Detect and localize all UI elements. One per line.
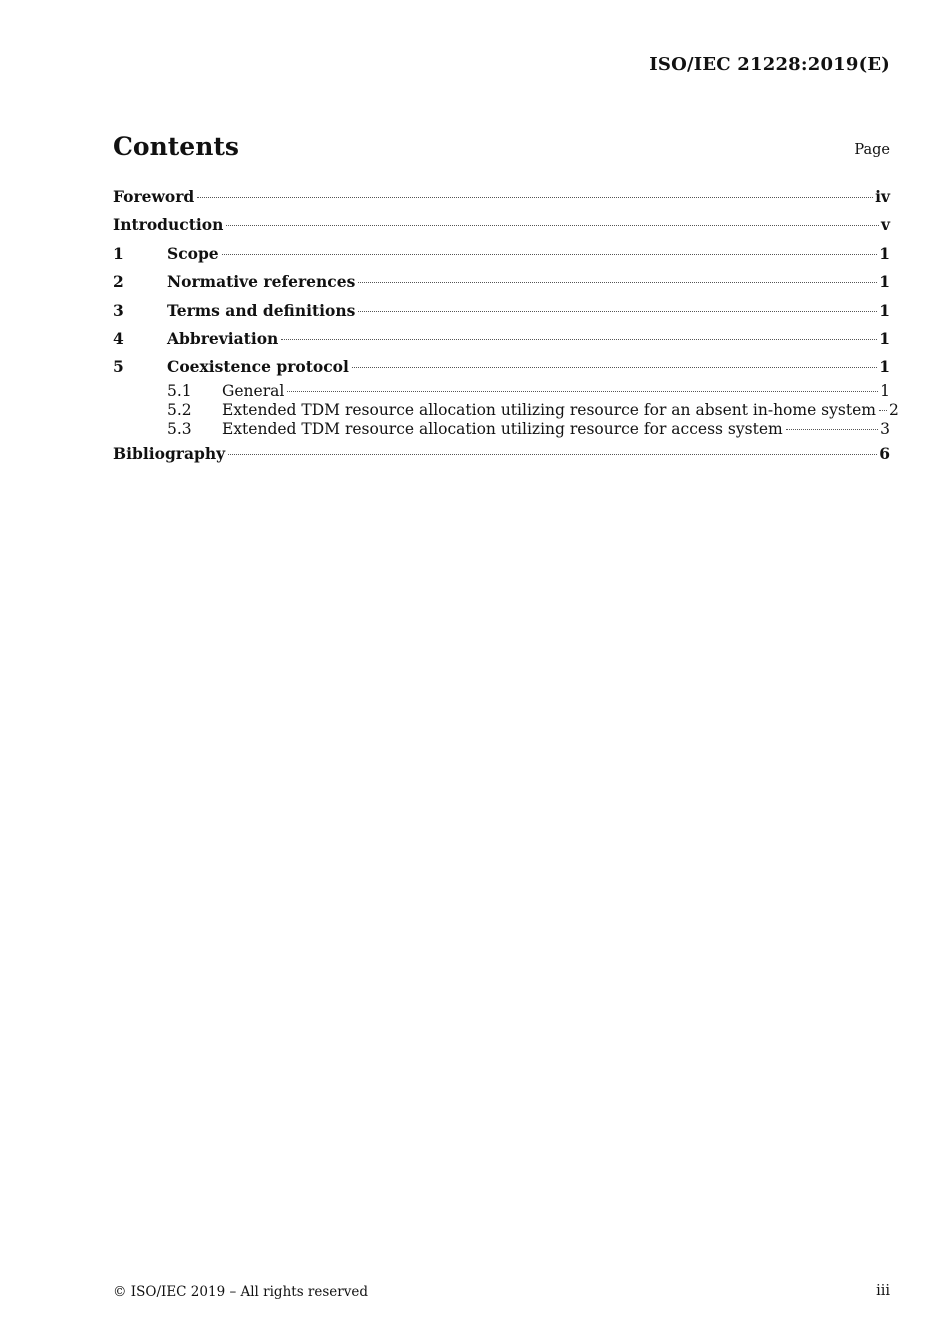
toc-entry-scope[interactable] (113, 240, 890, 268)
toc-entry-number: 5 (113, 357, 124, 377)
toc-entry-terms-and-definitions[interactable] (113, 297, 890, 325)
toc-subentry-general[interactable] (113, 382, 890, 401)
dot-leader (197, 197, 873, 198)
toc-entry-page[interactable]: 1 (879, 272, 890, 292)
dot-leader (358, 282, 877, 283)
toc-entry-title[interactable]: Abbreviation (167, 328, 279, 348)
toc-entry-page[interactable]: 3 (880, 420, 890, 439)
dot-leader (358, 311, 877, 312)
toc-entry-page[interactable]: 1 (879, 357, 890, 377)
toc-entry-title[interactable]: General (222, 381, 285, 400)
dot-leader (281, 339, 877, 340)
toc-entry-page[interactable]: 1 (879, 243, 890, 263)
toc-entry-page[interactable]: 1 (880, 381, 890, 400)
toc-entry-title[interactable]: Extended TDM resource allocation utilizing resource for an absent in-home system (222, 401, 876, 420)
toc-entry-page[interactable]: v (880, 215, 890, 235)
toc-entry-page[interactable]: 1 (879, 300, 890, 320)
document-identifier: ISO/IEC 21228:2019(E) (649, 54, 890, 75)
toc-entry-foreword[interactable] (113, 183, 890, 211)
toc-entry-title[interactable]: Terms and definitions (167, 300, 356, 320)
dot-leader (879, 410, 887, 411)
page-number: iii (876, 1283, 890, 1299)
toc-entry-number: 3 (113, 300, 124, 320)
toc-entry-number: 1 (113, 243, 124, 263)
toc-entry-bibliography[interactable] (113, 440, 890, 468)
dot-leader (226, 225, 879, 226)
toc-entry-title[interactable]: Foreword (113, 187, 195, 206)
toc-entry-title[interactable]: Normative references (167, 272, 356, 292)
dot-leader (352, 367, 877, 368)
toc-entry-number: 5.1 (167, 381, 192, 400)
toc-entry-abbreviation[interactable] (113, 325, 890, 353)
page-column-label: Page (854, 142, 890, 158)
toc-entry-title[interactable]: Bibliography (113, 443, 226, 463)
toc-entry-title[interactable]: Extended TDM resource allocation utilizing resource for access system (222, 420, 783, 439)
toc-entry-number: 5.2 (167, 401, 192, 420)
toc-entry-number: 2 (113, 272, 124, 292)
contents-heading: Contents (113, 132, 240, 161)
dot-leader (786, 429, 878, 430)
toc-entry-page[interactable]: 2 (888, 401, 899, 420)
toc-entry-title[interactable]: Coexistence protocol (167, 357, 349, 377)
dot-leader (228, 454, 877, 455)
copyright-notice: © ISO/IEC 2019 – All rights reserved (113, 1284, 368, 1300)
toc-entry-number: 4 (113, 328, 124, 348)
toc-entry-page[interactable]: 1 (879, 328, 890, 348)
dot-leader (287, 391, 878, 392)
table-of-contents (113, 183, 899, 468)
toc-subentry-access-system[interactable] (113, 420, 890, 439)
toc-entry-number: 5.3 (167, 420, 192, 439)
toc-entry-page[interactable]: 6 (879, 443, 890, 463)
toc-entry-introduction[interactable] (113, 211, 890, 239)
toc-entry-title[interactable]: Introduction (113, 215, 224, 235)
toc-entry-coexistence-protocol[interactable] (113, 353, 890, 381)
dot-leader (222, 254, 878, 255)
toc-entry-page[interactable]: iv (875, 187, 890, 206)
toc-subentry-absent-in-home-system[interactable] (113, 401, 899, 420)
toc-entry-normative-references[interactable] (113, 268, 890, 296)
toc-entry-title[interactable]: Scope (167, 243, 219, 263)
